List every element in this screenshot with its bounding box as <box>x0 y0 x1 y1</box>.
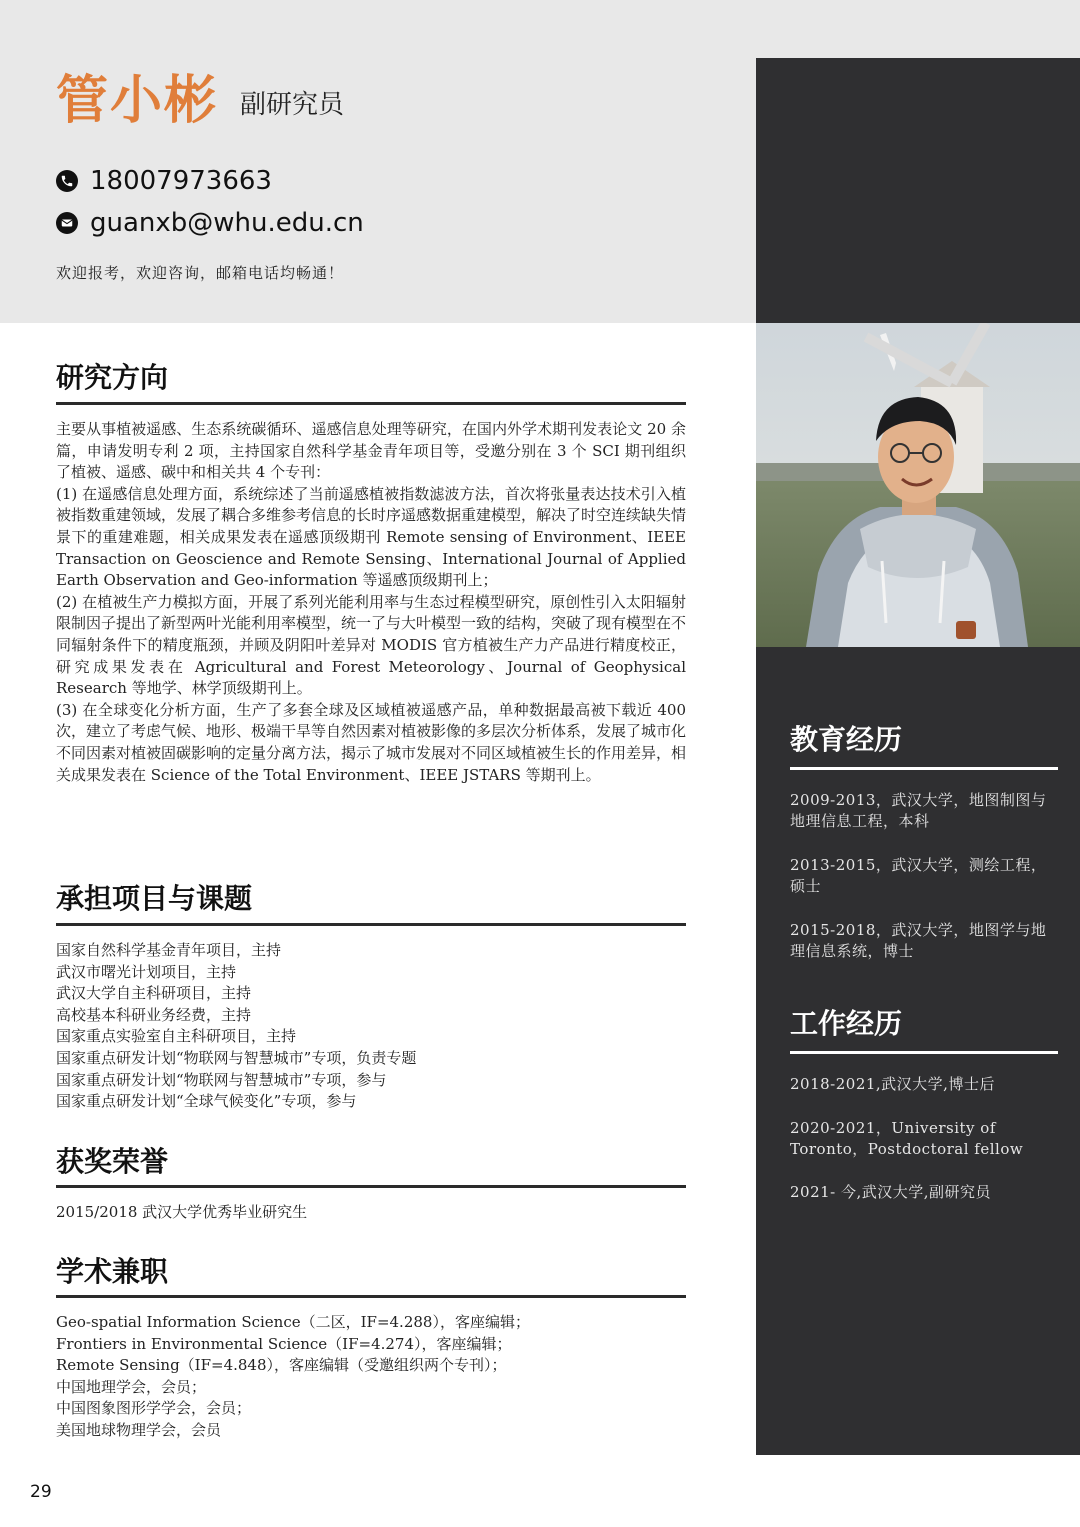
academic-item: 中国地理学会，会员； <box>56 1377 207 1396</box>
person-title: 副研究员 <box>240 90 345 120</box>
awards-heading: 获奖荣誉 <box>56 1145 169 1178</box>
project-item: 高校基本科研业务经费，主持 <box>56 1005 252 1024</box>
award-item: 2015/2018 武汉大学优秀毕业研究生 <box>56 1203 308 1221</box>
education-divider <box>790 767 1058 770</box>
academic-item: Remote Sensing（IF=4.848），客座编辑（受邀组织两个专刊）； <box>56 1356 507 1375</box>
phone-icon <box>56 170 78 192</box>
welcome-text: 欢迎报考，欢迎咨询，邮箱电话均畅通！ <box>56 264 345 282</box>
research-point-2: (2) 在植被生产力模拟方面，开展了系列光能利用率与生态过程模型研究，原创性引入太阳辐射限制因子提出了新型两叶光能利用率模型，统一了与大叶模型一致的结构，突破了现有模型在不同辐射条件下的精度瓶颈，并顾及阴阳叶差异对 MODIS 官方植被生产力产品进行精度校正，研究成果发表在 Agricultural and Forest Meteorology、Journal of Geophysical Research 等地学、林学顶级期刊上。 <box>56 592 687 698</box>
research-point-1: (1) 在遥感信息处理方面，系统综述了当前遥感植被指数滤波方法，首次将张量表达技术引入植被指数重建领域，发展了耦合多维参考信息的长时序遥感数据重建模型，解决了时空连续缺失情景下的重建难题，相关成果发表在遥感顶级期刊 Remote sensing of Environment、IEEE Transaction on Geoscience and Remote Sensing、International Journal of Applied Earth Observation and Geo-information 等遥感顶级期刊上； <box>56 484 687 590</box>
project-item: 国家自然科学基金青年项目，主持 <box>56 941 282 959</box>
project-item: 国家重点研发计划“全球气候变化”专项，参与 <box>56 1092 357 1111</box>
work-item: 2020-2021，University of Toronto，Postdoctoral fellow <box>790 1119 1024 1158</box>
project-item: 国家重点研发计划“物联网与智慧城市”专项，负责专题 <box>56 1048 417 1067</box>
education-heading: 教育经历 <box>790 723 903 756</box>
page-number: 29 <box>30 1482 52 1502</box>
academic-divider <box>56 1295 686 1298</box>
research-body <box>56 419 686 786</box>
work-divider <box>790 1051 1058 1054</box>
awards-divider <box>56 1185 686 1188</box>
work-item: 2021- 今,武汉大学,副研究员 <box>790 1183 992 1201</box>
phone-number: 18007973663 <box>90 166 272 196</box>
project-item: 武汉大学自主科研项目，主持 <box>56 984 252 1003</box>
research-point-3: (3) 在全球变化分析方面，生产了多套全球及区域植被遥感产品，单种数据最高被下载近 400 次，建立了考虑气候、地形、极端干旱等自然因素对植被影像的多层次分析体系，发展了城市化不同因素对植被固碳影响的定量分离方法，揭示了城市发展对不同区域植被生长的作用差异，相关成果发表在 Science of the Total Environment、IEEE JSTARS 等期刊上。 <box>56 700 687 784</box>
project-item: 武汉市曙光计划项目，主持 <box>56 962 237 981</box>
projects-heading: 承担项目与课题 <box>56 882 253 915</box>
awards-list <box>56 1202 686 1224</box>
portrait-photo <box>756 323 1080 647</box>
projects-list <box>56 940 686 1113</box>
academic-item: 美国地球物理学会，会员 <box>56 1420 222 1439</box>
academic-list <box>56 1312 686 1442</box>
academic-heading: 学术兼职 <box>56 1255 169 1288</box>
projects-divider <box>56 923 686 926</box>
research-heading: 研究方向 <box>56 361 169 394</box>
research-divider <box>56 402 686 405</box>
mail-icon <box>56 212 78 234</box>
education-item: 2009-2013，武汉大学，地图制图与地理信息工程，本科 <box>790 791 1047 830</box>
education-item: 2013-2015，武汉大学，测绘工程，硕士 <box>790 856 1047 895</box>
research-intro: 主要从事植被遥感、生态系统碳循环、遥感信息处理等研究，在国内外学术期刊发表论文 20 余篇，申请发明专利 2 项，主持国家自然科学基金青年项目等，受邀分别在 3 个 SCI 期刊组织了植被、遥感、碳中和相关共 4 个专刊： <box>56 420 686 482</box>
education-item: 2015-2018，武汉大学，地图学与地理信息系统，博士 <box>790 921 1047 960</box>
email-address[interactable]: guanxb@whu.edu.cn <box>90 208 364 238</box>
academic-item: 中国图象图形学学会，会员； <box>56 1399 252 1418</box>
work-heading: 工作经历 <box>790 1007 903 1040</box>
email-row <box>56 208 364 238</box>
project-item: 国家重点实验室自主科研项目，主持 <box>56 1027 297 1046</box>
work-item: 2018-2021,武汉大学,博士后 <box>790 1075 995 1093</box>
academic-item: Geo-spatial Information Science（二区，IF=4.288），客座编辑； <box>56 1313 530 1331</box>
person-name: 管小彬 <box>56 71 219 131</box>
project-item: 国家重点研发计划“物联网与智慧城市”专项，参与 <box>56 1070 387 1089</box>
phone-row <box>56 166 272 196</box>
academic-item: Frontiers in Environmental Science（IF=4.274），客座编辑； <box>56 1334 512 1353</box>
